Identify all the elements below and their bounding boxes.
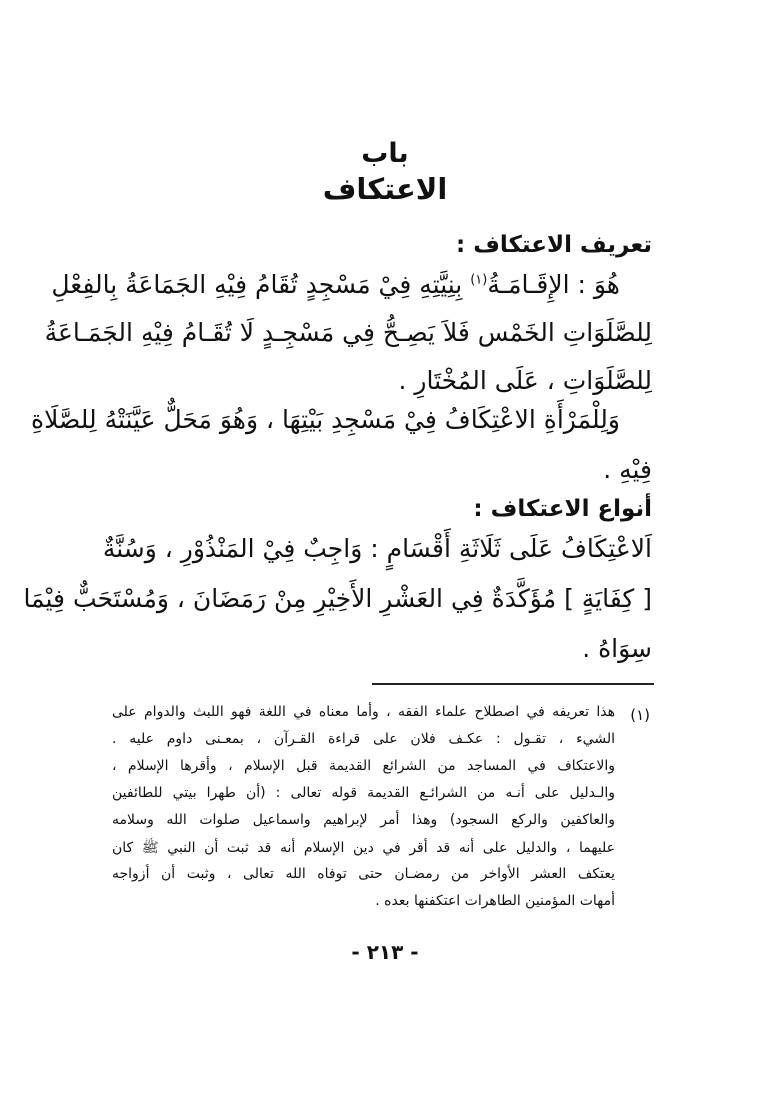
definition-line-1 <box>51 270 620 299</box>
section-heading-types: أنواع الاعتكاف : <box>473 496 652 522</box>
definition-line-5: فِيْهِ . <box>603 455 652 484</box>
page-number: - ٢١٣ - <box>351 940 419 964</box>
footnote-line-2: الشيء ، تقـول : عكـف فلان على قراءة القـرآن ، بمعـنى داوم عليه . <box>112 731 615 747</box>
footnote-reference: (١) <box>470 272 488 288</box>
definition-line-2: لِلصَّلَوَاتِ الخَمْس فَلاَ يَصِـحُّ فِي مَسْجِـدٍ لَا تُقَـامُ فِيْهِ الجَمَـاعَةُ <box>44 318 652 347</box>
definition-line-4: وَلِلْمَرْأَةِ الاعْتِكَافُ فِيْ مَسْجِدِ بَيْتِهَا ، وَهُوَ مَحَلٌّ عَيَّنَتْهُ لِلصَّلَاةِ <box>31 405 620 434</box>
chapter-label: باب <box>361 138 409 169</box>
footnote-marker: (١) <box>630 706 650 724</box>
types-line-3: سِوَاهُ . <box>582 634 652 663</box>
footnote-line-4: والـدليل على أنـه من الشرائـع القديمة قوله تعالى : (أن طهرا بيتي للطائفين <box>112 785 615 801</box>
footnote-line-8: أمهات المؤمنين الطاهرات اعتكفنها بعده . <box>375 893 615 909</box>
definition-line-1-rest: بِنِيَّتِهِ فِيْ مَسْجِدٍ تُقَامُ فِيْهِ الجَمَاعَةُ بِالفِعْلِ <box>51 270 463 299</box>
footnote-line-5: والعاكفين والركع السجود) وهذا أمر لإبراهيم واسماعيل صلوات الله وسلامه <box>112 812 615 828</box>
types-line-1: اَلاعْتِكَافُ عَلَى ثَلَاثَةِ أَقْسَامٍ : وَاجِبٌ فِيْ المَنْذُوْرِ ، وَسُنَّةٌ <box>102 534 652 563</box>
section-heading-definition: تعريف الاعتكاف : <box>455 232 652 258</box>
footnote-line-7: يعتكف العشر الأواخر من رمضـان حتى توفاه الله تعالى ، وثبت أن أزواجه <box>112 866 615 882</box>
definition-line-1-start: هُوَ : الإِقَـامَـةُ <box>487 270 620 299</box>
footnote-line-1: هذا تعريفه في اصطلاح علماء الفقه ، وأما معناه في اللغة فهو اللبث والدوام على <box>112 704 615 720</box>
chapter-title: الاعتكاف <box>322 172 448 206</box>
footnote-divider <box>372 683 654 685</box>
definition-line-3: لِلصَّلَوَاتِ ، عَلَى المُخْتَارِ . <box>398 366 652 395</box>
types-line-2: [ كِفَايَةٍ ] مُؤَكَّدَةٌ فِي العَشْرِ الأَخِيْرِ مِنْ رَمَضَانَ ، وَمُسْتَحَبٌّ فِيْمَا <box>23 584 652 613</box>
footnote-line-3: والاعتكاف في المساجد من الشرائع القديمة قبل الإسلام ، وأقرها الإسلام ، <box>112 758 615 774</box>
footnote-line-6: عليهما ، والدليل على أنه قد أقر في دين الإسلام أنه قد ثبت أن النبي ﷺ كان <box>112 840 615 856</box>
